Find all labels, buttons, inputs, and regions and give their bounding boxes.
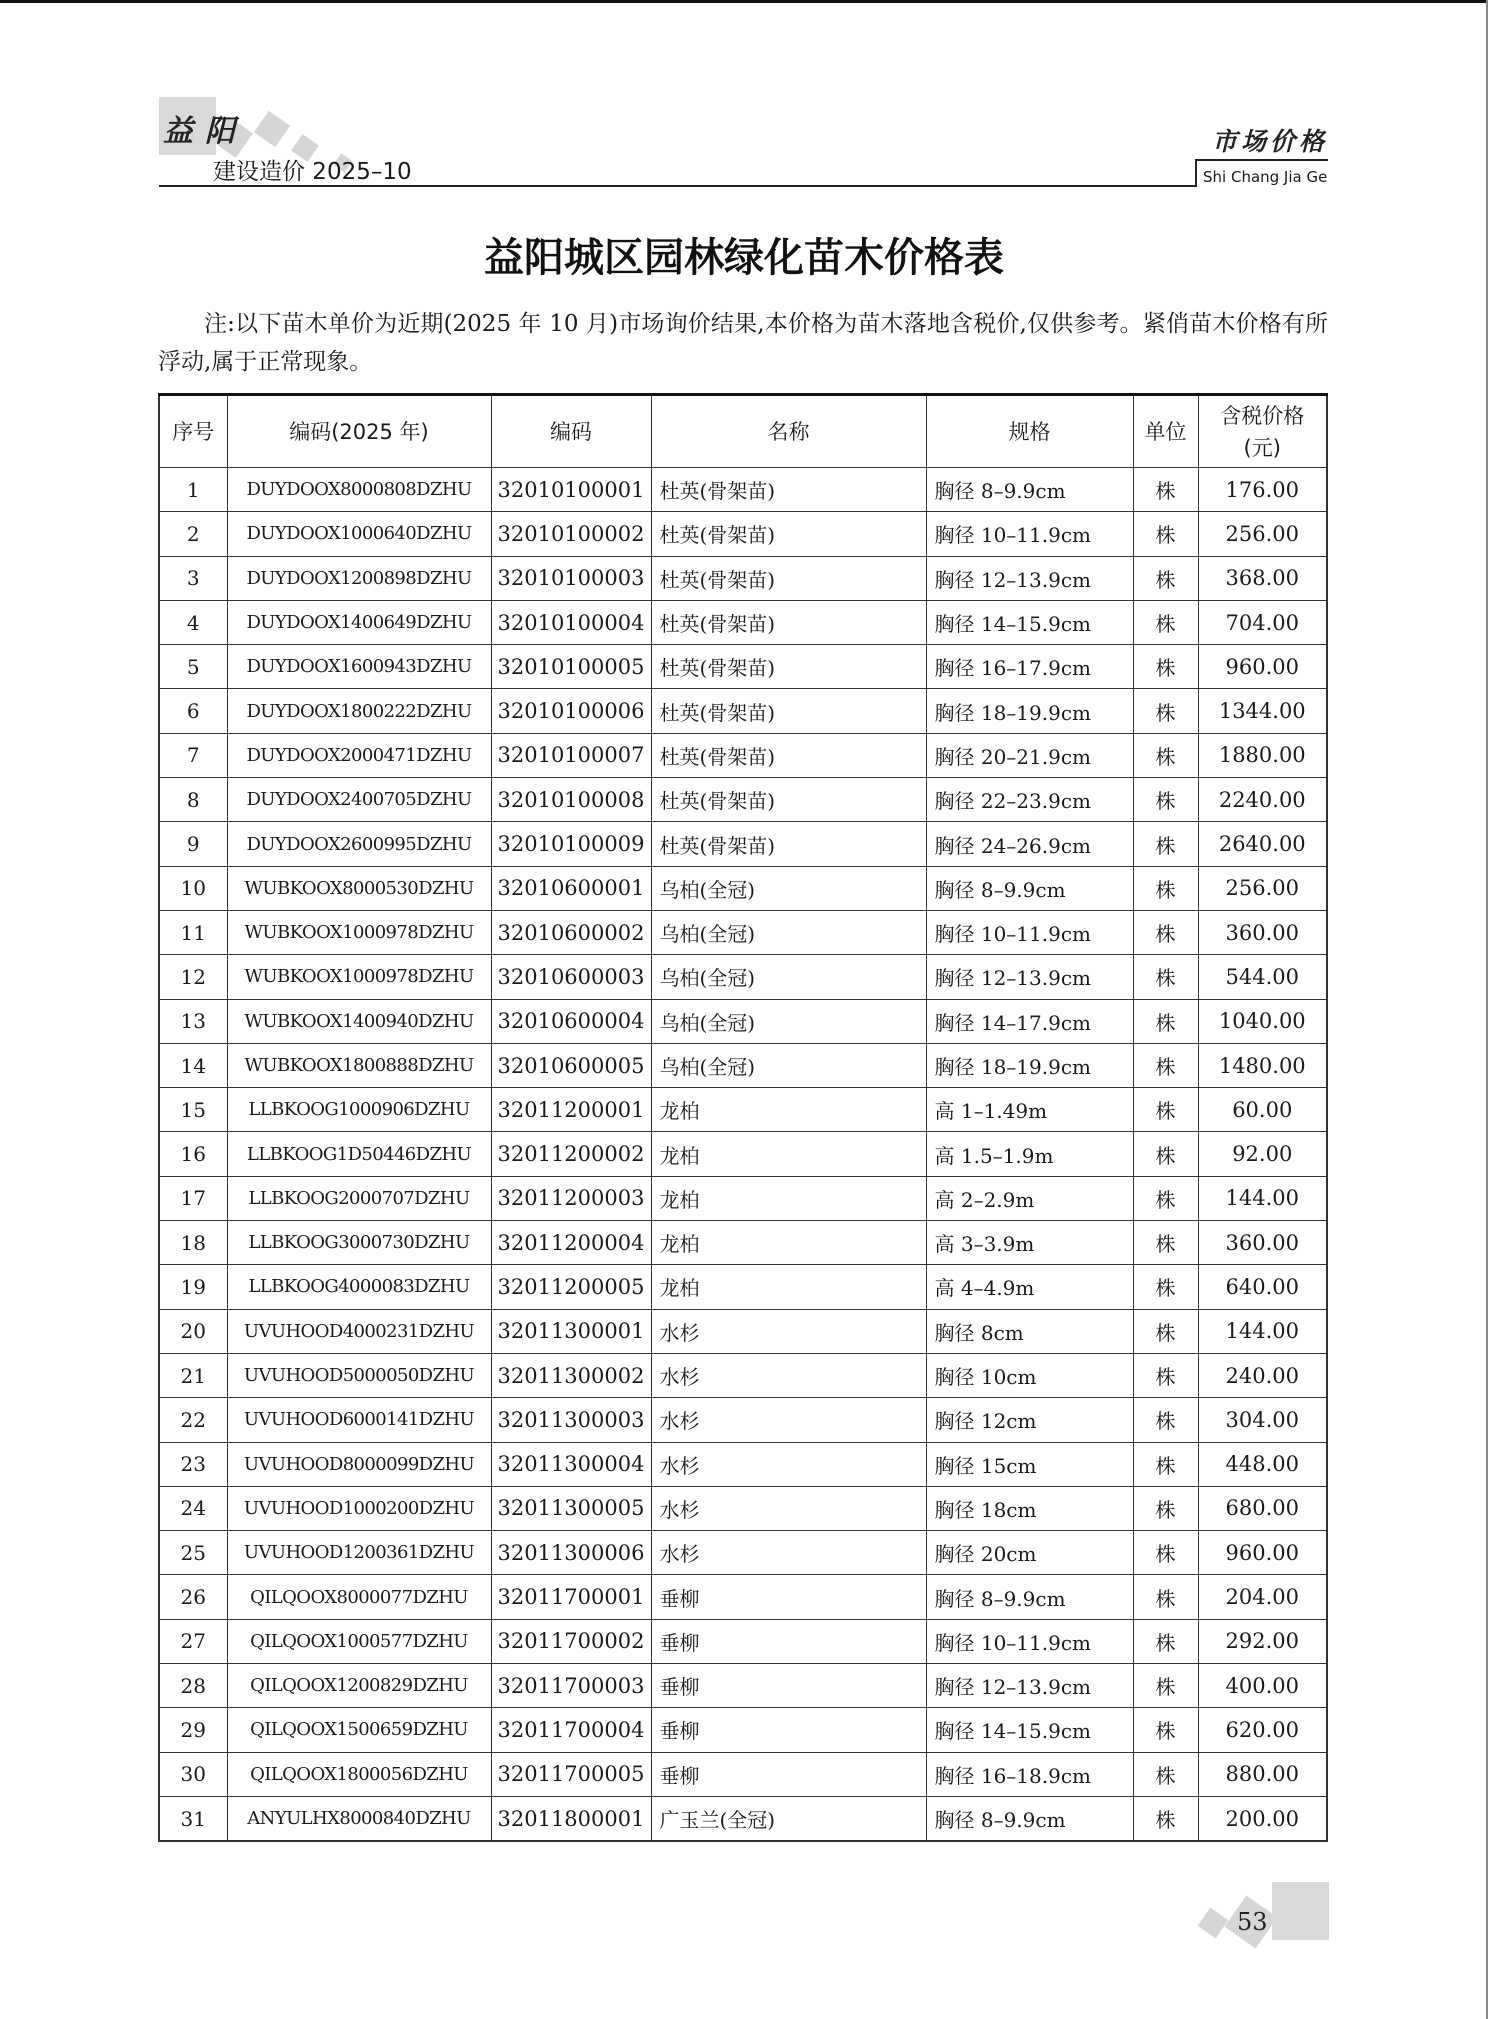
cell-spec: 胸径 12cm	[926, 1398, 1133, 1442]
header-rule-step	[1195, 159, 1197, 187]
cell-spec: 胸径 8–9.9cm	[926, 1575, 1133, 1619]
cell-name: 水杉	[651, 1353, 926, 1397]
cell-name: 水杉	[651, 1442, 926, 1486]
cell-index: 14	[159, 1043, 227, 1087]
header-brand: 益阳	[163, 114, 247, 149]
cell-spec: 胸径 10–11.9cm	[926, 512, 1133, 556]
cell-code-2025: DUYDOOX2600995DZHU	[227, 822, 491, 866]
cell-name: 龙柏	[651, 1088, 926, 1132]
cell-code-2025: WUBKOOX8000530DZHU	[227, 866, 491, 910]
cell-code-2025: WUBKOOX1000978DZHU	[227, 955, 491, 999]
cell-spec: 高 4–4.9m	[926, 1265, 1133, 1309]
cell-name: 杜英(骨架苗)	[651, 600, 926, 644]
cell-spec: 胸径 12–13.9cm	[926, 1664, 1133, 1708]
cell-name: 水杉	[651, 1398, 926, 1442]
cell-code-2025: UVUHOOD6000141DZHU	[227, 1398, 491, 1442]
cell-price: 960.00	[1198, 645, 1327, 689]
cell-price: 544.00	[1198, 955, 1327, 999]
cell-price: 204.00	[1198, 1575, 1327, 1619]
cell-code: 32011300005	[491, 1486, 651, 1530]
cell-name: 水杉	[651, 1309, 926, 1353]
cell-spec: 胸径 12–13.9cm	[926, 955, 1133, 999]
table-row	[159, 1619, 1327, 1663]
cell-price: 640.00	[1198, 1265, 1327, 1309]
cell-code-2025: WUBKOOX1000978DZHU	[227, 910, 491, 954]
cell-code-2025: DUYDOOX2000471DZHU	[227, 733, 491, 777]
cell-price: 92.00	[1198, 1132, 1327, 1176]
cell-name: 杜英(骨架苗)	[651, 645, 926, 689]
cell-index: 21	[159, 1353, 227, 1397]
cell-spec: 高 3–3.9m	[926, 1221, 1133, 1265]
cell-unit: 株	[1133, 1265, 1198, 1309]
cell-unit: 株	[1133, 512, 1198, 556]
cell-code: 32011700004	[491, 1708, 651, 1752]
cell-price: 256.00	[1198, 512, 1327, 556]
table-row	[159, 733, 1327, 777]
column-header-price: 含税价格 (元)	[1198, 395, 1327, 468]
cell-spec: 胸径 8–9.9cm	[926, 468, 1133, 512]
cell-index: 12	[159, 955, 227, 999]
cell-unit: 株	[1133, 910, 1198, 954]
cell-code-2025: LLBKOOG4000083DZHU	[227, 1265, 491, 1309]
cell-name: 乌柏(全冠)	[651, 1043, 926, 1087]
cell-index: 1	[159, 468, 227, 512]
cell-code-2025: DUYDOOX1000640DZHU	[227, 512, 491, 556]
column-header-index: 序号	[159, 395, 227, 468]
cell-price: 304.00	[1198, 1398, 1327, 1442]
table-row	[159, 778, 1327, 822]
cell-unit: 株	[1133, 778, 1198, 822]
page-title: 益阳城区园林绿化苗木价格表	[484, 235, 1004, 281]
cell-index: 27	[159, 1619, 227, 1663]
cell-spec: 胸径 24–26.9cm	[926, 822, 1133, 866]
cell-spec: 高 1–1.49m	[926, 1088, 1133, 1132]
cell-unit: 株	[1133, 866, 1198, 910]
column-header-code-2025: 编码(2025 年)	[227, 395, 491, 468]
cell-code: 32010100007	[491, 733, 651, 777]
table-row	[159, 556, 1327, 600]
cell-spec: 胸径 10–11.9cm	[926, 1619, 1133, 1663]
cell-price: 400.00	[1198, 1664, 1327, 1708]
cell-code-2025: LLBKOOG1D50446DZHU	[227, 1132, 491, 1176]
cell-index: 29	[159, 1708, 227, 1752]
table-row	[159, 1442, 1327, 1486]
cell-code-2025: WUBKOOX1400940DZHU	[227, 999, 491, 1043]
cell-unit: 株	[1133, 1796, 1198, 1841]
cell-code: 32011300006	[491, 1531, 651, 1575]
cell-name: 杜英(骨架苗)	[651, 822, 926, 866]
cell-name: 乌柏(全冠)	[651, 999, 926, 1043]
cell-code: 32011800001	[491, 1796, 651, 1841]
cell-code: 32010100008	[491, 778, 651, 822]
cell-code: 32010600001	[491, 866, 651, 910]
table-row	[159, 1796, 1327, 1841]
cell-unit: 株	[1133, 1398, 1198, 1442]
table-row	[159, 645, 1327, 689]
cell-index: 19	[159, 1265, 227, 1309]
cell-unit: 株	[1133, 1531, 1198, 1575]
cell-unit: 株	[1133, 1664, 1198, 1708]
cell-name: 乌柏(全冠)	[651, 866, 926, 910]
header-decor-square	[254, 111, 290, 147]
footer-decor-square	[1198, 1908, 1229, 1939]
cell-code-2025: DUYDOOX1400649DZHU	[227, 600, 491, 644]
cell-spec: 胸径 8cm	[926, 1309, 1133, 1353]
cell-price: 256.00	[1198, 866, 1327, 910]
cell-spec: 胸径 18–19.9cm	[926, 1043, 1133, 1087]
cell-price: 360.00	[1198, 1221, 1327, 1265]
cell-price: 144.00	[1198, 1176, 1327, 1220]
cell-price: 2240.00	[1198, 778, 1327, 822]
cell-name: 杜英(骨架苗)	[651, 556, 926, 600]
table-row	[159, 1132, 1327, 1176]
table-row	[159, 1265, 1327, 1309]
table-row	[159, 600, 1327, 644]
cell-price: 200.00	[1198, 1796, 1327, 1841]
cell-name: 广玉兰(全冠)	[651, 1796, 926, 1841]
cell-name: 垂柳	[651, 1575, 926, 1619]
cell-unit: 株	[1133, 556, 1198, 600]
cell-code: 32011200005	[491, 1265, 651, 1309]
cell-name: 杜英(骨架苗)	[651, 512, 926, 556]
table-row	[159, 1708, 1327, 1752]
cell-unit: 株	[1133, 999, 1198, 1043]
cell-price: 60.00	[1198, 1088, 1327, 1132]
column-header-spec: 规格	[926, 395, 1133, 468]
cell-index: 16	[159, 1132, 227, 1176]
cell-spec: 胸径 15cm	[926, 1442, 1133, 1486]
cell-unit: 株	[1133, 645, 1198, 689]
cell-price: 368.00	[1198, 556, 1327, 600]
header-rule	[159, 185, 1196, 187]
cell-spec: 胸径 16–17.9cm	[926, 645, 1133, 689]
table-row	[159, 1398, 1327, 1442]
cell-spec: 胸径 14–15.9cm	[926, 600, 1133, 644]
table-row	[159, 468, 1327, 512]
cell-name: 龙柏	[651, 1132, 926, 1176]
cell-index: 20	[159, 1309, 227, 1353]
cell-index: 6	[159, 689, 227, 733]
table-row	[159, 1664, 1327, 1708]
cell-unit: 株	[1133, 1132, 1198, 1176]
cell-price: 240.00	[1198, 1353, 1327, 1397]
cell-price: 620.00	[1198, 1708, 1327, 1752]
cell-spec: 胸径 14–15.9cm	[926, 1708, 1133, 1752]
cell-code-2025: ANYULHX8000840DZHU	[227, 1796, 491, 1841]
cell-spec: 胸径 16–18.9cm	[926, 1752, 1133, 1796]
column-header-name: 名称	[651, 395, 926, 468]
cell-code-2025: QILQOOX1800056DZHU	[227, 1752, 491, 1796]
cell-code: 32010600004	[491, 999, 651, 1043]
cell-unit: 株	[1133, 1619, 1198, 1663]
cell-unit: 株	[1133, 1575, 1198, 1619]
cell-code: 32010600003	[491, 955, 651, 999]
cell-code-2025: QILQOOX1200829DZHU	[227, 1664, 491, 1708]
table-body	[159, 468, 1327, 1842]
table-row	[159, 689, 1327, 733]
page-number: 53	[1237, 1908, 1268, 1936]
cell-code: 32011300004	[491, 1442, 651, 1486]
table-row	[159, 1486, 1327, 1530]
cell-code-2025: DUYDOOX1600943DZHU	[227, 645, 491, 689]
cell-code: 32011700002	[491, 1619, 651, 1663]
cell-name: 垂柳	[651, 1752, 926, 1796]
cell-code-2025: QILQOOX8000077DZHU	[227, 1575, 491, 1619]
cell-spec: 胸径 20–21.9cm	[926, 733, 1133, 777]
table-header-row	[159, 395, 1327, 468]
cell-name: 乌柏(全冠)	[651, 910, 926, 954]
cell-spec: 高 1.5–1.9m	[926, 1132, 1133, 1176]
table-row	[159, 1531, 1327, 1575]
cell-spec: 胸径 20cm	[926, 1531, 1133, 1575]
cell-spec: 胸径 10cm	[926, 1353, 1133, 1397]
cell-name: 垂柳	[651, 1664, 926, 1708]
cell-code: 32011200002	[491, 1132, 651, 1176]
cell-name: 水杉	[651, 1531, 926, 1575]
cell-code: 32011300002	[491, 1353, 651, 1397]
cell-name: 龙柏	[651, 1221, 926, 1265]
header-rule-right	[1195, 159, 1328, 161]
table-row	[159, 1221, 1327, 1265]
cell-name: 垂柳	[651, 1708, 926, 1752]
cell-code: 32010600002	[491, 910, 651, 954]
table-row	[159, 1575, 1327, 1619]
cell-spec: 胸径 8–9.9cm	[926, 866, 1133, 910]
cell-price: 1880.00	[1198, 733, 1327, 777]
cell-code: 32011200001	[491, 1088, 651, 1132]
cell-unit: 株	[1133, 955, 1198, 999]
cell-spec: 胸径 18–19.9cm	[926, 689, 1133, 733]
cell-code: 32011700003	[491, 1664, 651, 1708]
cell-unit: 株	[1133, 1752, 1198, 1796]
cell-name: 乌柏(全冠)	[651, 955, 926, 999]
table-row	[159, 822, 1327, 866]
cell-code: 32010100002	[491, 512, 651, 556]
cell-index: 5	[159, 645, 227, 689]
cell-unit: 株	[1133, 1043, 1198, 1087]
cell-unit: 株	[1133, 1176, 1198, 1220]
cell-code: 32011200003	[491, 1176, 651, 1220]
cell-code: 32010100003	[491, 556, 651, 600]
table-row	[159, 512, 1327, 556]
cell-code-2025: UVUHOOD4000231DZHU	[227, 1309, 491, 1353]
cell-index: 31	[159, 1796, 227, 1841]
cell-price: 680.00	[1198, 1486, 1327, 1530]
cell-spec: 胸径 12–13.9cm	[926, 556, 1133, 600]
cell-code: 32011300003	[491, 1398, 651, 1442]
cell-unit: 株	[1133, 1708, 1198, 1752]
table-row	[159, 1752, 1327, 1796]
cell-unit: 株	[1133, 1088, 1198, 1132]
cell-spec: 胸径 14–17.9cm	[926, 999, 1133, 1043]
cell-code: 32011700001	[491, 1575, 651, 1619]
table-row	[159, 1309, 1327, 1353]
table-row	[159, 1043, 1327, 1087]
page-top-rule	[0, 0, 1488, 3]
cell-unit: 株	[1133, 1353, 1198, 1397]
price-table	[158, 393, 1328, 1842]
cell-spec: 胸径 10–11.9cm	[926, 910, 1133, 954]
cell-code-2025: LLBKOOG1000906DZHU	[227, 1088, 491, 1132]
cell-index: 4	[159, 600, 227, 644]
cell-code: 32010100001	[491, 468, 651, 512]
cell-code: 32011300001	[491, 1309, 651, 1353]
cell-name: 杜英(骨架苗)	[651, 689, 926, 733]
table-row	[159, 1353, 1327, 1397]
cell-price: 704.00	[1198, 600, 1327, 644]
cell-price: 176.00	[1198, 468, 1327, 512]
cell-index: 24	[159, 1486, 227, 1530]
cell-price: 1480.00	[1198, 1043, 1327, 1087]
footer-square	[1272, 1882, 1329, 1940]
cell-unit: 株	[1133, 733, 1198, 777]
cell-price: 1040.00	[1198, 999, 1327, 1043]
cell-index: 11	[159, 910, 227, 954]
cell-name: 杜英(骨架苗)	[651, 468, 926, 512]
cell-index: 3	[159, 556, 227, 600]
cell-code-2025: DUYDOOX8000808DZHU	[227, 468, 491, 512]
cell-spec: 胸径 22–23.9cm	[926, 778, 1133, 822]
cell-code-2025: QILQOOX1000577DZHU	[227, 1619, 491, 1663]
cell-code-2025: UVUHOOD5000050DZHU	[227, 1353, 491, 1397]
cell-name: 龙柏	[651, 1265, 926, 1309]
cell-unit: 株	[1133, 600, 1198, 644]
cell-code: 32011200004	[491, 1221, 651, 1265]
cell-code: 32010100009	[491, 822, 651, 866]
header-section-title: 市场价格	[1211, 127, 1328, 156]
cell-price: 960.00	[1198, 1531, 1327, 1575]
table-row	[159, 999, 1327, 1043]
cell-index: 15	[159, 1088, 227, 1132]
cell-code-2025: DUYDOOX1200898DZHU	[227, 556, 491, 600]
cell-price: 880.00	[1198, 1752, 1327, 1796]
cell-code-2025: UVUHOOD1200361DZHU	[227, 1531, 491, 1575]
cell-unit: 株	[1133, 468, 1198, 512]
cell-name: 垂柳	[651, 1619, 926, 1663]
cell-code-2025: LLBKOOG3000730DZHU	[227, 1221, 491, 1265]
cell-code-2025: LLBKOOG2000707DZHU	[227, 1176, 491, 1220]
table-row	[159, 955, 1327, 999]
table-row	[159, 1176, 1327, 1220]
table-row	[159, 910, 1327, 954]
cell-index: 13	[159, 999, 227, 1043]
cell-index: 17	[159, 1176, 227, 1220]
cell-code-2025: DUYDOOX1800222DZHU	[227, 689, 491, 733]
cell-index: 26	[159, 1575, 227, 1619]
cell-code-2025: DUYDOOX2400705DZHU	[227, 778, 491, 822]
cell-code: 32011700005	[491, 1752, 651, 1796]
cell-index: 23	[159, 1442, 227, 1486]
cell-unit: 株	[1133, 689, 1198, 733]
cell-price: 448.00	[1198, 1442, 1327, 1486]
cell-spec: 胸径 8–9.9cm	[926, 1796, 1133, 1841]
cell-index: 30	[159, 1752, 227, 1796]
cell-index: 2	[159, 512, 227, 556]
cell-index: 7	[159, 733, 227, 777]
cell-index: 8	[159, 778, 227, 822]
cell-unit: 株	[1133, 1309, 1198, 1353]
cell-code-2025: QILQOOX1500659DZHU	[227, 1708, 491, 1752]
cell-price: 292.00	[1198, 1619, 1327, 1663]
cell-code-2025: UVUHOOD1000200DZHU	[227, 1486, 491, 1530]
price-note: 注:以下苗木单价为近期(2025 年 10 月)市场询价结果,本价格为苗木落地含税价,仅供参考。紧俏苗木价格有所浮动,属于正常现象。	[158, 311, 1328, 375]
cell-name: 杜英(骨架苗)	[651, 733, 926, 777]
cell-price: 360.00	[1198, 910, 1327, 954]
cell-name: 杜英(骨架苗)	[651, 778, 926, 822]
cell-unit: 株	[1133, 1442, 1198, 1486]
cell-name: 龙柏	[651, 1176, 926, 1220]
cell-price: 1344.00	[1198, 689, 1327, 733]
cell-price: 2640.00	[1198, 822, 1327, 866]
cell-spec: 胸径 18cm	[926, 1486, 1133, 1530]
cell-name: 水杉	[651, 1486, 926, 1530]
table-row	[159, 1088, 1327, 1132]
cell-index: 22	[159, 1398, 227, 1442]
cell-code: 32010100005	[491, 645, 651, 689]
cell-price: 144.00	[1198, 1309, 1327, 1353]
cell-code: 32010600005	[491, 1043, 651, 1087]
cell-code-2025: UVUHOOD8000099DZHU	[227, 1442, 491, 1486]
header-issue: 建设造价 2025–10	[213, 159, 412, 185]
cell-code-2025: WUBKOOX1800888DZHU	[227, 1043, 491, 1087]
cell-unit: 株	[1133, 1486, 1198, 1530]
cell-unit: 株	[1133, 1221, 1198, 1265]
column-header-code: 编码	[491, 395, 651, 468]
header-section-pinyin: Shi Chang Jia Ge	[1203, 168, 1328, 186]
cell-unit: 株	[1133, 822, 1198, 866]
cell-spec: 高 2–2.9m	[926, 1176, 1133, 1220]
cell-index: 28	[159, 1664, 227, 1708]
cell-code: 32010100006	[491, 689, 651, 733]
cell-index: 9	[159, 822, 227, 866]
cell-code: 32010100004	[491, 600, 651, 644]
cell-index: 18	[159, 1221, 227, 1265]
cell-index: 25	[159, 1531, 227, 1575]
table-row	[159, 866, 1327, 910]
cell-index: 10	[159, 866, 227, 910]
column-header-unit: 单位	[1133, 395, 1198, 468]
